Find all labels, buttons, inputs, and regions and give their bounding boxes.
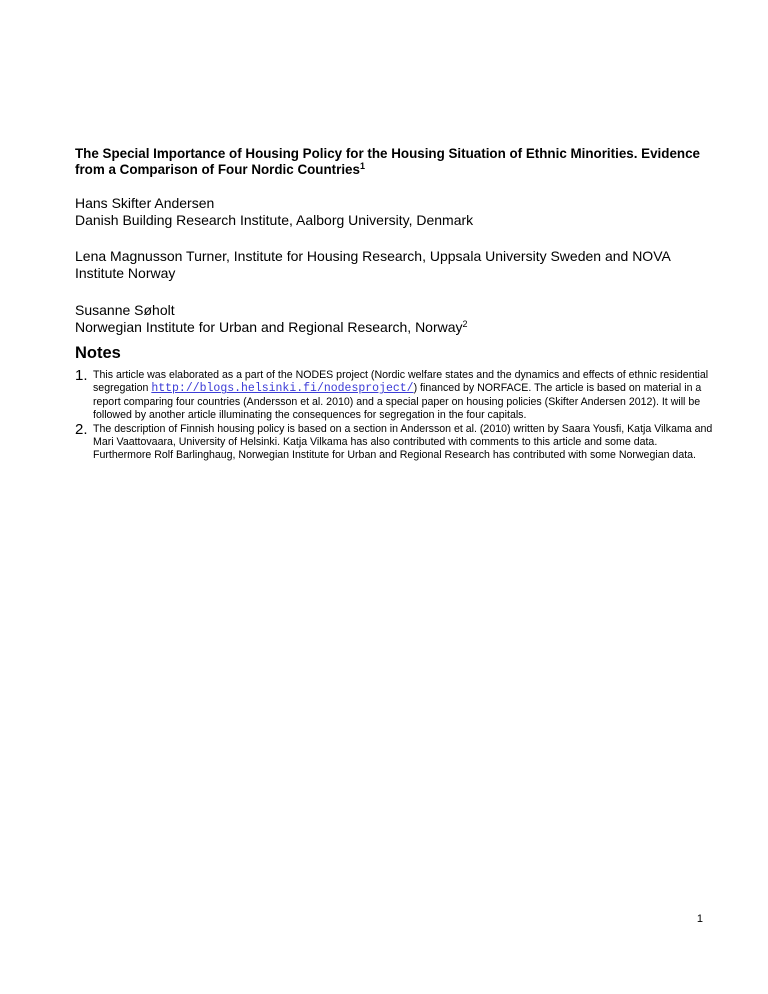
note-item-2 (75, 420, 713, 463)
title-footnote-mark[interactable]: 1 (359, 161, 365, 171)
note-number: 1. (75, 367, 88, 384)
note-number: 2. (75, 420, 88, 438)
affiliation-footnote-mark[interactable]: 2 (462, 319, 468, 329)
author-affiliation (75, 319, 715, 336)
note-text-after: ) financed by NORFACE. The article is based on material in a report comparing four countries (Andersson et al. 2010) and a special paper on housing policies (Skifter Andersen 2012). It will be followed by another article illuminating the consequences for segregation in the four capitals. (93, 382, 702, 422)
paper-title (75, 146, 715, 178)
author-name-affiliation: Lena Magnusson Turner, Institute for Housing Research, Uppsala University Sweden and NOVA Institute Norway (75, 248, 671, 281)
paper-title-text: The Special Importance of Housing Policy for the Housing Situation of Ethnic Minorities. Evidence from a Comparison of Four Nordic Countries (75, 146, 700, 177)
page-number: 1 (696, 913, 703, 925)
author-affiliation: Danish Building Research Institute, Aalborg University, Denmark (75, 212, 474, 228)
author-block-2 (75, 248, 715, 282)
notes-heading: Notes (75, 344, 121, 362)
notes-list (75, 369, 713, 463)
nodes-project-link[interactable]: http://blogs.helsinki.fi/nodesproject/ (151, 382, 414, 396)
author-name: Hans Skifter Andersen (75, 195, 215, 211)
note-text-before: This article was elaborated as a part of the NODES project (Nordic welfare states and the dynamics and effects of ethnic residential segregation (93, 369, 709, 395)
author-affiliation-text: Norwegian Institute for Urban and Regional Research, Norway (75, 319, 463, 335)
author-block-1 (75, 195, 715, 229)
author-block-3 (75, 302, 715, 336)
note-text: The description of Finnish housing policy is based on a section in Andersson et al. (2010) written by Saara Yousfi, Katja Vilkama and Mari Vaattovaara, University of Helsinki. Katja Vilkama has also contributed with comments to this article and some data. Furthermore Rolf Barlinghaug, Norwegian Institute for Urban and Regional Research has contributed with some Norwegian data. (93, 422, 713, 462)
note-item-1 (75, 369, 713, 423)
author-name: Susanne Søholt (75, 302, 175, 318)
